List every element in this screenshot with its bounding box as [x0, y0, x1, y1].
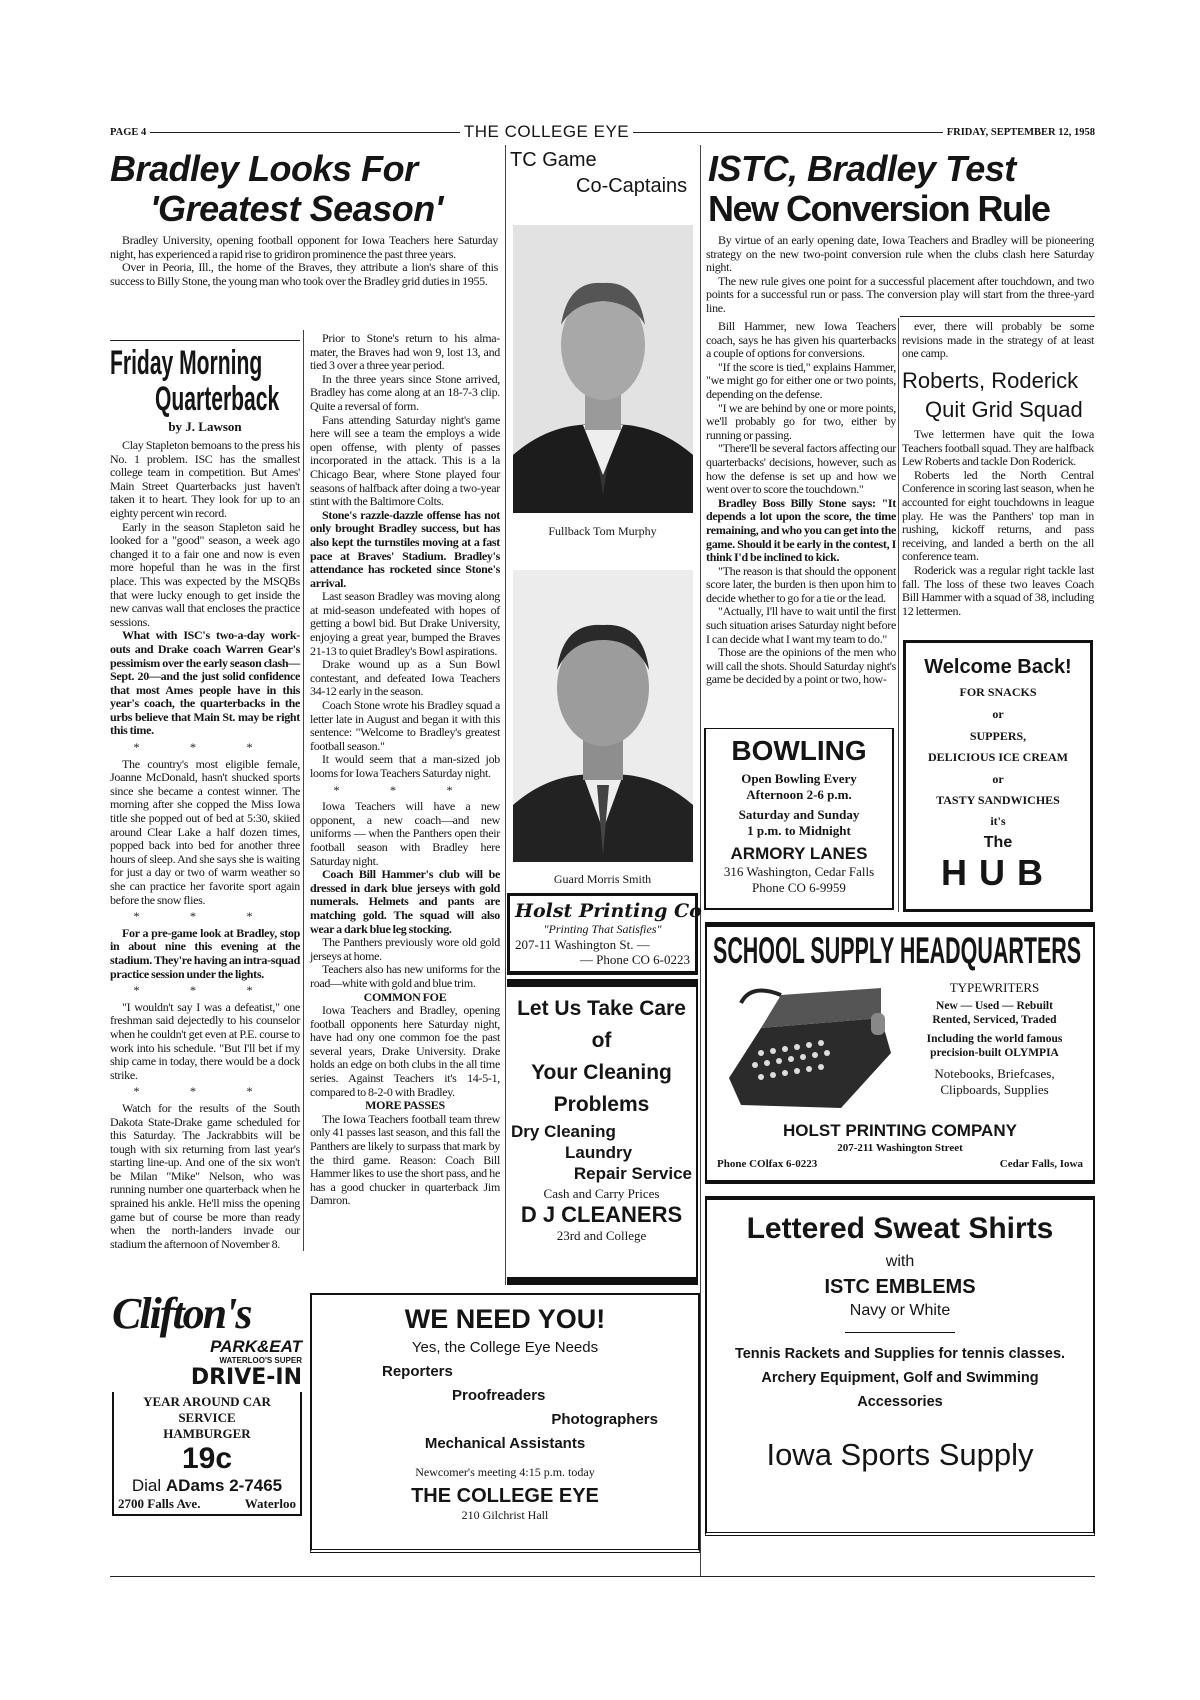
ad-line: Accessories [857, 1394, 943, 1410]
ad-line: or [992, 707, 1004, 721]
ad-line: ISTC EMBLEMS [824, 1276, 976, 1298]
paragraph: "Actually, I'll have to wait until the first such situation arises Saturday night before I can decide what I want my team to do." [706, 604, 896, 646]
business-name: HOLST PRINTING COMPANY [783, 1121, 1017, 1140]
bradley-body [310, 332, 500, 1208]
paragraph: ever, there will probably be some revisions made in the strategy of at least one camp. [902, 319, 1094, 361]
paragraph: Clay Stapleton bemoans to the press his No. 1 problem. ISC has the smallest college team in competition. But Ames' Main Street Quarterbacks just haven't taken it to heart. They look for up to an eighty percent win record. [110, 438, 300, 520]
role: Reporters [382, 1363, 453, 1380]
paragraph: Roderick was a regular right tackle last fall. The loss of these two leaves Coach Bill Hammer with a squad of 38, including 12 lettermen. [902, 562, 1094, 618]
ad-line: TASTY SANDWICHES [936, 793, 1060, 807]
separator: * * * [133, 1084, 277, 1099]
column-body [110, 439, 300, 1251]
paragraph: "I we are behind by one or more points, we'll probably go for two, either by running or passing. [706, 400, 896, 442]
cliftons-ad [112, 1290, 302, 1516]
ad-line: The [983, 834, 1013, 851]
paragraph: "If the score is tied," explains Hammer, "we might go for either one or two points, depending on the defense. [706, 359, 896, 401]
slogan: "Printing That Satisfies" [543, 922, 662, 936]
ad-line: YEAR AROUND CAR [143, 1394, 271, 1409]
divider [845, 1332, 955, 1333]
conversion-continued [902, 320, 1094, 361]
service: Repair Service [573, 1164, 692, 1183]
separator: * * * [133, 909, 277, 924]
holst-logo: Holst Printing Co [515, 900, 702, 922]
ad-line: Clipboards, Supplies [940, 1082, 1049, 1097]
cliftons-logo: Clifton's [112, 1289, 251, 1338]
ad-line: precision-built OLYMPIA [930, 1047, 1059, 1059]
address: 2700 Falls Ave. [118, 1496, 201, 1511]
we-need-you-ad [310, 1293, 700, 1553]
bottom-rule [110, 1576, 1095, 1577]
ad-line: of [591, 1029, 612, 1052]
paragraph: Coach Stone wrote his Bradley squad a letter late in August and began it with this sentence: "Welcome to Bradley's greatest football season." [310, 698, 500, 753]
phone-number: ADams 2-7465 [165, 1476, 283, 1495]
ad-title: SCHOOL SUPPLY HEADQUARTERS [713, 930, 1082, 971]
paragraph: Coach Bill Hammer's club will be dressed in dark blue jerseys with gold numerals. Helmets and pants are matching gold. The squad will also wear a dark blue leg stocking. [310, 867, 500, 936]
column-divider [303, 330, 304, 1251]
paragraph: Prior to Stone's return to his alma-mater, the Braves had won 9, lost 13, and tied 3 over a three year period. [310, 331, 500, 373]
phone-number: Phone COlfax 6-0223 [717, 1158, 818, 1170]
photo-morris-smith [513, 570, 693, 862]
bowling-ad [704, 728, 894, 910]
business-name: ARMORY LANES [730, 844, 868, 863]
headline-quit-1: Roberts, Roderick [902, 368, 1079, 393]
ad-title: BOWLING [731, 735, 867, 766]
ad-line: Afternoon 2-6 p.m. [746, 787, 852, 802]
ad-line: Open Bowling Every [741, 771, 857, 786]
ad-line: Cash and Carry Prices [543, 1186, 660, 1201]
ad-line: Rented, Serviced, Traded [932, 1014, 1057, 1026]
ad-line: TYPEWRITERS [949, 980, 1040, 995]
ad-line: Notebooks, Briefcases, [934, 1066, 1055, 1081]
paragraph: By virtue of an early opening date, Iowa Teachers and Bradley will be pioneering strategy on the new two-point conversion rule when the clubs clash here Saturday night. [706, 233, 1094, 275]
captains-title-2: Co-Captains [576, 175, 688, 197]
meeting-info: Newcomer's meeting 4:15 p.m. today [415, 1465, 595, 1479]
city: Waterloo [244, 1496, 296, 1511]
typewriter-icon [721, 983, 893, 1113]
paragraph: Early in the season Stapleton said he looked for a "good" season, a week ago changed it to a fair one and now is even more hopeful than he was in the first place. This was expected by the MSQBs that were lucky enough to get inside the new canvas wall that encloses the practice sessions. [110, 519, 300, 629]
school-supply-ad [705, 922, 1095, 1184]
address: 210 Gilchrist Hall [461, 1508, 549, 1522]
paragraph: Bradley Boss Billy Stone says: "It depends a lot upon the score, the time remaining, and who you can get into the game. Should it be early in the contest, I think I'd be inclined to kick. [706, 495, 896, 565]
typewriter-info [902, 981, 1087, 1098]
ad-title: Welcome Back! [924, 656, 1072, 678]
paragraph: Teachers also has new uniforms for the road—white with gold and blue trim. [310, 962, 500, 990]
ad-line: HAMBURGER [163, 1426, 251, 1441]
separator: * * * [133, 983, 277, 998]
byline: by J. Lawson [168, 419, 242, 434]
ad-line: SERVICE [178, 1410, 236, 1425]
paragraph: Drake wound up as a Sun Bowl contestant, and defeated Iowa Teachers 34-12 early in the season. [310, 657, 500, 699]
holst-printing-ad [507, 893, 702, 975]
ad-line: it's [990, 814, 1006, 828]
ad-line: Including the world famous [926, 1033, 1063, 1045]
column-title-2: Quarterback [155, 380, 280, 418]
issue-date: FRIDAY, SEPTEMBER 12, 1958 [946, 126, 1095, 138]
caption-murphy: Fullback Tom Murphy [548, 524, 657, 538]
ad-line: Let Us Take Care [517, 997, 686, 1020]
park-and-eat-label: PARK&EAT [210, 1337, 302, 1356]
dj-cleaners-ad [507, 979, 698, 1285]
divider [900, 316, 1095, 317]
ad-line: Tennis Rackets and Supplies for tennis classes. [734, 1346, 1066, 1362]
paragraph: It would seem that a man-sized job looms for Iowa Teachers Saturday night. [310, 752, 500, 780]
photo-tom-murphy [513, 225, 693, 513]
paragraph: Twe lettermen have quit the Iowa Teachers football squad. They are halfback Lew Roberts and tackle Don Roderick. [902, 427, 1094, 469]
headline-quit-2: Quit Grid Squad [925, 397, 1083, 422]
portrait-icon [513, 225, 693, 513]
page-header [110, 122, 1095, 142]
paragraph: For a pre-game look at Bradley, stop in about nine this evening at the stadium. They're having an intra-squad practice session under the lights. [110, 925, 300, 981]
column-title-1: Friday Morning [110, 344, 263, 382]
ad-line: Navy or White [849, 1302, 951, 1319]
address: 207-211 Washington Street [837, 1142, 963, 1154]
subheading: MORE PASSES [365, 1098, 445, 1113]
captains-title-1: TC Game [510, 149, 597, 171]
column-divider [898, 318, 899, 912]
separator: * * * [133, 740, 277, 755]
paragraph: Watch for the results of the South Dakota State-Drake game scheduled for this Saturday. The Jackrabbits will be tough with six returning from last year's starting line-up. And one of the six won't be Milan "Mike" Nelson, who was running number one quarterback when he sprained his ankle. He'll miss the opening game but of course be more than ready when the north-landers invade our stadium the afternoon of November 8. [110, 1100, 300, 1251]
paragraph: Bill Hammer, new Iowa Teachers coach, says he has given his quarterbacks a couple of options for conversions. [706, 319, 896, 361]
conversion-body [706, 320, 896, 687]
address: 316 Washington, Cedar Falls [723, 864, 875, 879]
ad-line: 1 p.m. to Midnight [747, 823, 851, 838]
ad-line: Saturday and Sunday [738, 807, 860, 822]
ad-line: Your Cleaning [531, 1061, 672, 1084]
page-number: PAGE 4 [110, 126, 147, 138]
ad-line: SUPPERS, [969, 729, 1027, 743]
paragraph: The Panthers previously wore old gold jerseys at home. [310, 935, 500, 963]
ad-line: New — Used — Rebuilt [936, 1000, 1053, 1012]
bradley-intro [110, 234, 498, 288]
ad-line: or [992, 772, 1004, 786]
paragraph: Stone's razzle-dazzle offense has not only brought Bradley success, but has also kept the turnstiles moving at a fast pace at Braves' Stadium. Bradley's attendance has rocketed since Stone's arrival. [310, 507, 500, 590]
paragraph: Bradley University, opening football opponent for Iowa Teachers here Saturday night, has experienced a rapid rise to gridiron prominence the past three years. [110, 233, 498, 261]
role: Photographers [551, 1411, 658, 1428]
subheading: COMMON FOE [363, 989, 447, 1004]
ad-line: DELICIOUS ICE CREAM [927, 750, 1069, 764]
paragraph: The country's most eligible female, Joanne McDonald, hasn't shucked sports since she became a contest winner. The morning after she copped the Miss Iowa title she popped out of bed at 5:30, skiied around Clear Lake a half dozen times, popped back into bed for another three hours of sleep. And she says she is waiting for just a day or two of warm weather so she can practice her favorite sport again before the snow flies. [110, 756, 300, 907]
paragraph: Over in Peoria, Ill., the home of the Braves, they attribute a lion's share of this success to Billy Stone, the young man who took over the Bradley grid duties in 1955. [110, 260, 498, 288]
divider [633, 132, 943, 133]
column-divider [505, 145, 506, 1285]
service: Laundry [565, 1143, 633, 1162]
paragraph: In the three years since Stone arrived, Bradley has come along at an 18-7-3 clip. Quite a reversal of form. [310, 371, 500, 413]
business-name: D J CLEANERS [520, 1202, 683, 1227]
address: 23rd and College [556, 1228, 647, 1243]
address: 207-11 Washington St. — [515, 937, 650, 952]
separator: * * * [333, 782, 477, 797]
super-label: WATERLOO'S SUPER [219, 1356, 302, 1365]
city: Cedar Falls, Iowa [999, 1158, 1083, 1170]
dial-label: Dial [131, 1476, 162, 1495]
phone-number: — Phone CO 6-0223 [579, 952, 690, 967]
headline-conversion-2: New Conversion Rule [708, 188, 1050, 229]
service: Dry Cleaning [511, 1122, 616, 1141]
paragraph: The Iowa Teachers football team threw only 41 passes last season, and this fall the Panthers are likely to surpass that mark by the third game. Reason: Coach Bill Hammer likes to use the short pass, and he has a good chucker in quarterback Jim Damron. [310, 1111, 500, 1208]
column-divider [700, 145, 701, 1577]
newspaper-name: THE COLLEGE EYE [463, 122, 630, 141]
paragraph: "The reason is that should the opponent score later, the burden is then upon him to decide whether to go for a tie or the lead. [706, 563, 896, 605]
headline-bradley-1: Bradley Looks For [110, 148, 418, 189]
newspaper-name: THE COLLEGE EYE [411, 1485, 599, 1507]
phone-number: Phone CO 6-9959 [752, 880, 846, 895]
paragraph: Iowa Teachers and Bradley, opening football opponents here Saturday night, have had ony one common foe the past several years, Drake University. Drake holds an edge on both clubs in the all time series. Against Teachers it's 14-5-1, compared to 8-2-0 with Bradley. [310, 1003, 500, 1099]
ad-line: Problems [553, 1093, 650, 1116]
conversion-intro [706, 234, 1094, 316]
ad-line: FOR SNACKS [959, 685, 1037, 699]
role: Proofreaders [452, 1387, 546, 1404]
paragraph: "I wouldn't say I was a defeatist," one freshman said dejectedly to his counselor when he couldn't get even at P.E. course to work into his schedule. "But I'll bet if my ship came in today, there would be a dock strike. [110, 999, 300, 1082]
role: Mechanical Assistants [424, 1435, 586, 1452]
ad-title: WE NEED YOU! [404, 1304, 606, 1334]
paragraph: Those are the opinions of the men who will call the shots. Should Saturday night's game be decided by a point or two, how- [706, 645, 896, 687]
business-name: HUB [941, 852, 1055, 893]
headline-bradley-2: 'Greatest Season' [150, 188, 443, 229]
paragraph: The new rule gives one point for a successful placement after touchdown, and two points for a successful run or pass. The conversion play will start from the three-yard line. [706, 273, 1094, 315]
divider [150, 132, 460, 133]
ad-title: Lettered Sweat Shirts [746, 1212, 1054, 1245]
portrait-icon [513, 570, 693, 862]
price: 19c [181, 1442, 233, 1475]
paragraph: "There'll be several factors affecting our quarterbacks' decisions, however, such as how the defense is set up and how we went over to score the touchdown." [706, 441, 896, 497]
drive-in-label: DRIVE-IN [190, 1365, 302, 1390]
quit-body [902, 428, 1094, 618]
paragraph: Iowa Teachers will have a new opponent, a new coach—and new uniforms — when the Panthers open their football season with Bradley here Saturday night. [310, 799, 500, 868]
ad-line: Yes, the College Eye Needs [411, 1339, 599, 1356]
paragraph: Fans attending Saturday night's game here will see a team the employs a wide open offense, with plenty of passes incorporated in the attack. This is a la Chicago Bear, where Stone played four seasons of halfback after doing a two-year stint with the Baltimore Colts. [310, 412, 500, 509]
column-header [110, 340, 300, 435]
caption-smith: Guard Morris Smith [553, 872, 652, 886]
paragraph: Roberts led the North Central Conference in scoring last season, when he accounted for eight touchdowns in league play. He was the Panthers' top man in rushing, kickoff returns, and pass receiving, and landed a berth on the all conference team. [902, 467, 1094, 564]
ad-line: Archery Equipment, Golf and Swimming [761, 1370, 1039, 1386]
hub-ad [903, 640, 1093, 912]
ad-line: with [885, 1253, 915, 1270]
paragraph: Last season Bradley was moving along at mid-season undefeated with hopes of getting a bowl bid. But Drake University, enjoying a great year, bumped the Braves 21-13 to quiet Bradley's Bowl aspirations. [310, 589, 500, 658]
business-name: Iowa Sports Supply [766, 1437, 1034, 1472]
iowa-sports-supply-ad [705, 1196, 1095, 1536]
headline-conversion-1: ISTC, Bradley Test [708, 148, 1016, 189]
paragraph: What with ISC's two-a-day work-outs and Drake coach Warren Gear's pessimism over the early season clash—Sept. 20—and the just solid confidence that most Ames people have in this year's coach, the quarterbacks in the urbs believe that Main St. may be right this time. [110, 628, 300, 738]
